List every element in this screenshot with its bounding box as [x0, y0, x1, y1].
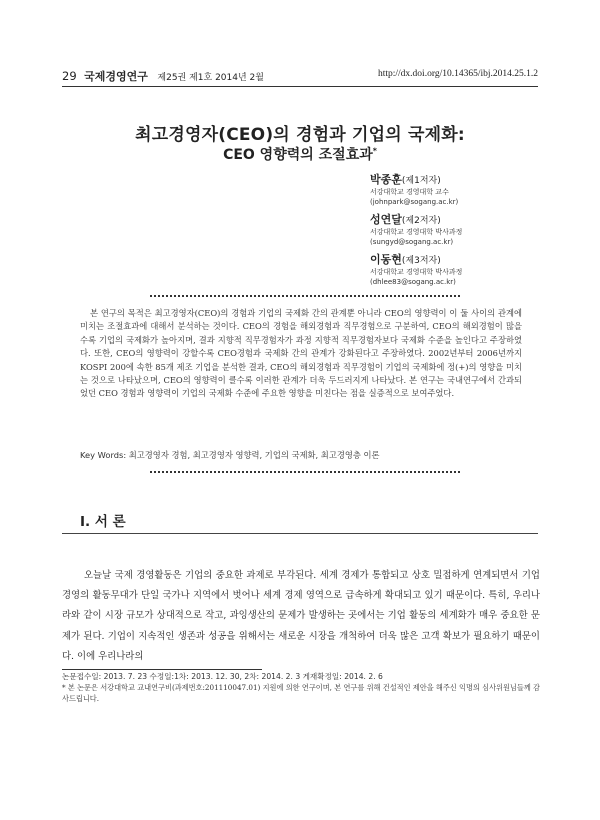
- subtitle-text: CEO 영향력의 조절효과: [223, 147, 373, 163]
- dotted-divider: [150, 471, 460, 473]
- page-number: 29: [62, 69, 77, 83]
- author-block: [370, 171, 550, 207]
- header-left: [62, 68, 264, 84]
- header-rule: [62, 86, 538, 87]
- author-name: 박종훈: [370, 173, 402, 186]
- paper-subtitle: [0, 144, 600, 164]
- author-affiliation: 서강대학교 경영대학 교수: [370, 188, 449, 196]
- author-name-line: [370, 171, 550, 187]
- author-role: (제3저자): [401, 256, 441, 266]
- author-affiliation: 서강대학교 경영대학 박사과정: [370, 228, 463, 236]
- body-paragraph: 오늘날 국제 경영활동은 기업의 중요한 과제로 부각된다. 세계 경제가 통합되고 상호 밀접하게 연계되면서 기업경영의 활동무대가 단일 국가나 지역에서 벗어나 세계 경제 영역으로 급속하게 확대되고 있기 때문이다. 특히, 우리나라와 같이 시장 규모가 상대적으로 작고, 과잉생산의 문제가 발생하는 곳에서는 기업 활동의 세계화가 매우 중요한 문제가 된다. 기업이 지속적인 생존과 성공을 위해서는 새로운 시장을 개척하여 더욱 많은 고객 확보가 필요하기 때문이다. 이에 우리나라의: [62, 570, 540, 662]
- author-block: [370, 251, 550, 287]
- subtitle-footnote-mark: *: [372, 146, 377, 156]
- abstract: 본 연구의 목적은 최고경영자(CEO)의 경험과 기업의 국제화 간의 관계뿐 아니라 CEO의 영향력이 이 둘 사이의 관계에 미치는 조절효과에 대해서 분석하는 것이다. CEO의 경험을 해외경험과 직무경험으로 구분하여, CEO의 해외경험이 많을수록 기업의 국제화가 높아지며, 결과 지향적 직무경험자가 과정 지향적 직무경험자보다 국제화 수준을 높인다고 주장하였다. 또한, CEO의 영향력이 강할수록 CEO경험과 국제화 간의 관계가 강화된다고 주장하였다. 2002년부터 2006년까지 KOSPI 200에 속한 85개 제조 기업을 분석한 결과, CEO의 해외경험과 직무경험이 기업의 국제화에 정(+)의 영향을 미치는 것으로 나타났으며, CEO의 영향력이 클수록 이러한 관계가 더욱 두드러지게 나타났다. 본 연구는 국내연구에서 간과되었던 CEO 경험과 영향력이 기업의 국제화 수준에 주요한 영향을 미친다는 점을 실증적으로 보여주었다.: [80, 308, 522, 399]
- dotted-divider: [150, 295, 460, 297]
- author-email: (johnpark@sogang.ac.kr): [370, 198, 459, 206]
- author-name: 성연달: [370, 213, 402, 226]
- journal-name: 국제경영연구: [84, 70, 148, 83]
- author-email: (dhlee83@sogang.ac.kr): [370, 278, 456, 286]
- author-role: (제2저자): [401, 216, 441, 226]
- author-name: 이동현: [370, 253, 402, 266]
- paper-title: 최고경영자(CEO)의 경험과 기업의 국제화:: [135, 125, 465, 145]
- acknowledgement-note: * 본 논문은 서강대학교 교내연구비(과제번호:201110047.01) 지원에 의한 연구이며, 본 연구를 위해 건설적인 제안을 해주신 익명의 심사위원님들께 감사드립니다.: [62, 683, 540, 703]
- author-name-line: [370, 211, 550, 227]
- author-name-line: [370, 251, 550, 267]
- section-heading: Ⅰ. 서 론: [80, 514, 126, 530]
- author-affiliation: 서강대학교 경영대학 박사과정: [370, 268, 463, 276]
- footnote-rule: [62, 669, 262, 670]
- author-role: (제1저자): [401, 176, 441, 186]
- author-block: [370, 211, 550, 247]
- running-header: [62, 68, 538, 86]
- journal-issue: 제25권 제1호 2014년 2월: [157, 73, 264, 83]
- footnote: [62, 671, 542, 704]
- keywords: Key Words: 최고경영자 경험, 최고경영자 영향력, 기업의 국제화, 최고경영층 이론: [80, 450, 380, 460]
- author-email: (sungyd@sogang.ac.kr): [370, 238, 454, 246]
- doi-link[interactable]: http://dx.doi.org/10.14365/ibj.2014.25.1.2: [377, 69, 538, 79]
- section-rule: [62, 533, 538, 534]
- submission-dates: 논문접수일: 2013. 7. 23 수정일:1차: 2013. 12. 30, 2차: 2014. 2. 3 게재확정일: 2014. 2. 6: [62, 672, 383, 681]
